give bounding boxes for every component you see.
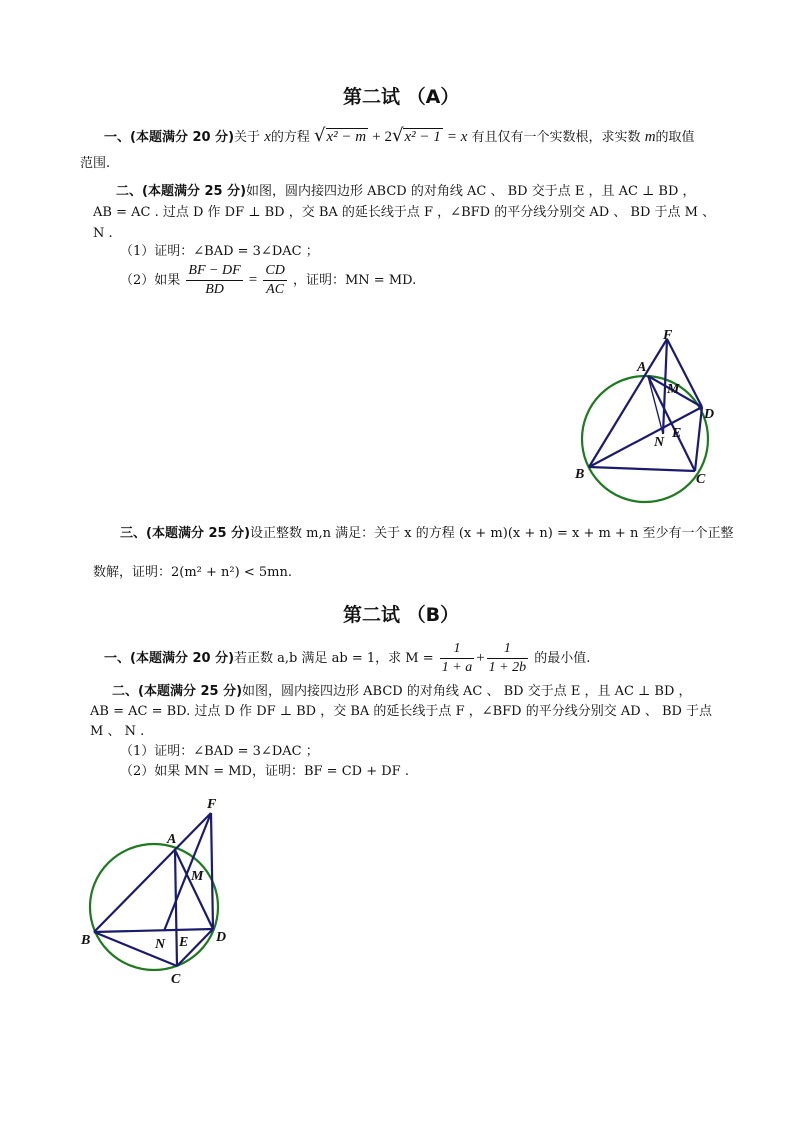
problem-a1-text: 关于: [234, 130, 261, 145]
problem-a2-q2: [120, 262, 416, 299]
problem-a1-head: 一、(本题满分 20 分): [104, 130, 235, 145]
problem-a2-head: 二、(本题满分 25 分): [116, 184, 247, 199]
line-cd: [695, 407, 702, 471]
problem-a3-line2: 数解，证明：2(m² + n²) < 5mn.: [93, 565, 292, 580]
label-c: C: [171, 972, 181, 987]
fraction-1-over-12b: $\frac{1}{1 + 2b}$: [488, 641, 527, 675]
fraction-cd-ac: $\frac{CD}{AC}$: [265, 263, 285, 297]
line-fd: [211, 813, 213, 929]
line-bd: [589, 407, 702, 467]
problem-b1-text1: 若正数 a,b 满足 ab = 1，求 M =: [234, 651, 434, 666]
label-f: F: [207, 797, 217, 812]
label-d: D: [704, 407, 715, 422]
line-fn: [164, 813, 211, 931]
fraction-1-over-1a: $\frac{1}{1 + a}$: [441, 641, 473, 675]
problem-a1-text3: 有且仅有一个实数根，求实数: [471, 130, 641, 145]
label-b: B: [81, 933, 91, 948]
label-n: N: [155, 937, 166, 952]
problem-b2-q2: （2）如果 MN = MD，证明：BF = CD + DF .: [120, 764, 409, 779]
problem-a2-line1: [116, 182, 696, 202]
math-plus: + 2: [372, 129, 392, 145]
problem-b1-text2: 的最小值.: [534, 651, 591, 666]
circle-a: [582, 376, 708, 502]
var-m: m: [644, 129, 656, 145]
radicand-1: x² − m: [326, 129, 367, 145]
section-a-title: 第二试 （A）: [343, 86, 460, 108]
label-e: E: [672, 426, 682, 441]
problem-a3-head: 三、(本题满分 25 分): [120, 526, 251, 541]
circle-b: [90, 844, 218, 970]
problem-b1: [104, 640, 590, 677]
math-plus: +: [476, 650, 485, 666]
math-eq: = x: [446, 129, 468, 145]
line-bc: [589, 467, 695, 471]
label-m: M: [667, 382, 680, 397]
problem-a3-line1: [120, 524, 733, 544]
label-b: B: [575, 467, 585, 482]
fraction-bf-df: $\frac{BF - DF}{BD}$: [188, 263, 241, 297]
problem-b2-line3: M 、 N .: [90, 724, 145, 739]
label-a: A: [637, 360, 647, 375]
problem-b2-head: 二、(本题满分 25 分): [112, 684, 243, 699]
problem-a1-line2: 范围.: [80, 156, 111, 171]
problem-a3-text1: 设正整数 m,n 满足：关于 x 的方程 (x + m)(x + n) = x + m + n 至少有一个正整: [250, 526, 734, 541]
label-a: A: [167, 832, 177, 847]
q2-pre: （2）如果: [120, 273, 181, 288]
problem-a2-line3: N .: [93, 226, 113, 241]
problem-a2-q1: （1）证明：∠BAD = 3∠DAC ；: [120, 244, 319, 259]
figure-b: [75, 792, 235, 992]
problem-b2-line1: [112, 682, 692, 702]
line-bd: [94, 929, 213, 932]
problem-a1: 一、(本题满分 20 分)关于 x的方程 √x² − m + 2√x² − 1 = x 有且仅有一个实数根，求实数 m的取值: [104, 125, 695, 146]
radicand-2: x² − 1: [404, 129, 441, 145]
label-e: E: [179, 935, 189, 950]
math-eq: =: [248, 272, 258, 288]
label-n: N: [654, 435, 665, 450]
problem-a1-text4: 的取值: [655, 130, 695, 145]
problem-b2-line2: AB = AC = BD. 过点 D 作 DF ⊥ BD ，交 BA 的延长线于点 F ，∠BFD 的平分线分别交 AD 、 BD 于点: [90, 704, 713, 719]
problem-a2-text1: 如图，圆内接四边形 ABCD 的对角线 AC 、 BD 交于点 E ，且 AC ⊥ BD ，: [246, 184, 696, 199]
line-ac: [175, 850, 177, 966]
label-m: M: [191, 869, 204, 884]
label-c: C: [696, 472, 706, 487]
q2-post: ，证明：MN = MD.: [292, 273, 417, 288]
var-x: x: [264, 129, 271, 145]
section-b-title: 第二试 （B）: [343, 604, 460, 626]
label-d: D: [216, 930, 227, 945]
label-f: F: [663, 328, 673, 343]
line-an: [648, 376, 663, 434]
problem-a1-text2: 的方程: [270, 130, 310, 145]
problem-a2-line2: AB = AC . 过点 D 作 DF ⊥ BD ，交 BA 的延长线于点 F ，∠BFD 的平分线分别交 AD 、 BD 于点 M 、: [93, 205, 716, 220]
problem-b2-q1: （1）证明：∠BAD = 3∠DAC ；: [120, 744, 319, 759]
problem-b1-head: 一、(本题满分 20 分): [104, 651, 235, 666]
problem-b2-text1: 如图，圆内接四边形 ABCD 的对角线 AC 、 BD 交于点 E ，且 AC ⊥ BD ，: [242, 684, 692, 699]
figure-a: [565, 322, 725, 512]
